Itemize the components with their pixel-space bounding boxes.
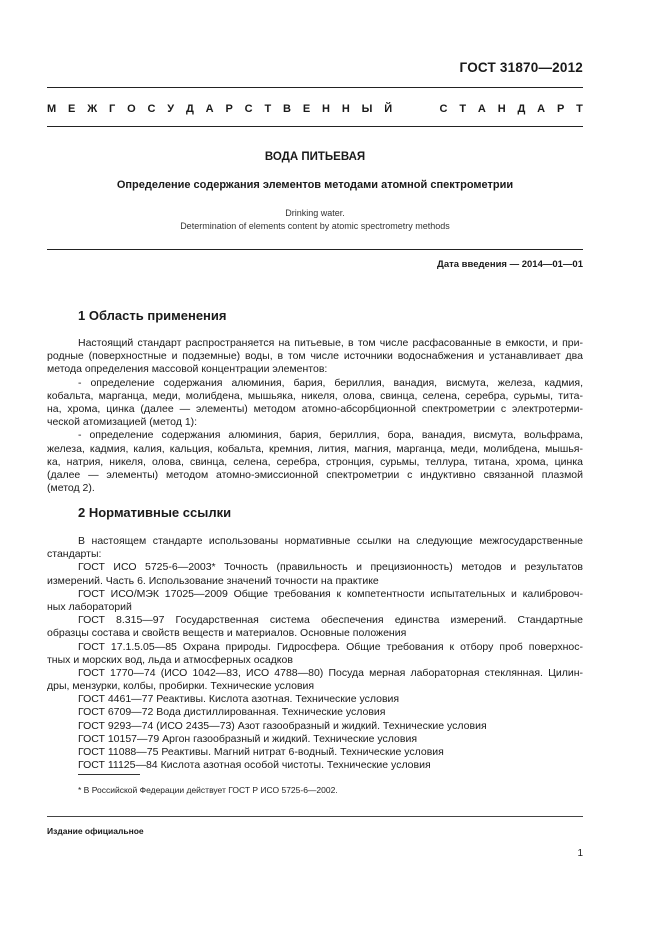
- reference-line: измерений. Часть 6. Использование значений точности на практике: [47, 574, 379, 587]
- text-line: - определение содержания алюминия, бария, бериллия, бора, ванадия, висмута, вольфрама,: [78, 429, 583, 442]
- text-line: железа, кадмия, калия, кальция, кобальта, кремния, лития, магния, марганца, меди, молибдена, мышья-: [47, 442, 583, 455]
- reference-line: ГОСТ 11125—84 Кислота азотная особой чистоты. Технические условия: [78, 759, 431, 772]
- english-title-line-1: Drinking water.: [285, 208, 345, 218]
- banner-letter: Й: [384, 103, 393, 115]
- footnote: * В Российской Федерации действует ГОСТ Р ИСО 5725-6—2002.: [78, 785, 338, 795]
- reference-line: ГОСТ 4461—77 Реактивы. Кислота азотная. Технические условия: [78, 693, 400, 706]
- reference-line: тных и морских вод, льда и атмосферных осадков: [47, 653, 293, 666]
- banner-letter: Т: [459, 103, 467, 115]
- reference-line: ГОСТ 6709—72 Вода дистиллированная. Технические условия: [78, 706, 386, 719]
- banner-letter: Е: [302, 103, 311, 115]
- reference-line: ГОСТ 11088—75 Реактивы. Магний нитрат 6-водный. Технические условия: [78, 746, 444, 758]
- banner-letter: Р: [556, 103, 565, 115]
- banner-letter: Г: [109, 103, 116, 115]
- banner-letter: У: [167, 103, 175, 115]
- text-line: стандарты:: [47, 548, 102, 561]
- banner-letter: Д: [517, 103, 526, 115]
- text-line: ка, натрия, никеля, олова, свинца, селена, серебра, стронция, сурьмы, теллура, титана, хрома, цинка: [47, 455, 583, 468]
- reference-line: ГОСТ 8.315—97 Государственная система обеспечения единства измерений. Стандартные: [78, 614, 583, 627]
- banner-letter: Е: [68, 103, 76, 115]
- banner-letter: А: [537, 103, 546, 115]
- text-line: родные (поверхностные и подземные) воды, в том числе источники водоснабжения и устанавливает два: [47, 350, 583, 363]
- english-title-line-2: Determination of elements content by atomic spectrometry methods: [180, 221, 450, 231]
- section-2-body: [47, 535, 583, 772]
- banner-letter: Ж: [87, 103, 98, 115]
- reference-line: образцы состава и свойств веществ и материалов. Основные положения: [47, 627, 407, 640]
- header-rule-bottom: [47, 126, 583, 127]
- reference-line: ГОСТ ИСО/МЭК 17025—2009 Общие требования к компетентности испытательных и калибровоч-: [78, 587, 583, 600]
- interstate-standard-banner: [47, 103, 583, 115]
- title-rule: [47, 249, 583, 250]
- banner-letter: М: [47, 103, 57, 115]
- reference-line: ГОСТ 10157—79 Аргон газообразный и жидкий. Технические условия: [78, 732, 418, 745]
- reference-line: ных лабораторий: [47, 600, 132, 613]
- text-line: ческой атомизацией (метод 1):: [47, 416, 198, 429]
- banner-letter: Д: [185, 103, 194, 115]
- introduction-date: Дата введения — 2014—01—01: [437, 259, 583, 270]
- reference-line: ГОСТ 17.1.5.05—85 Охрана природы. Гидросфера. Общие требования к отбору проб поверхнос-: [78, 640, 583, 653]
- official-edition-label: Издание официальное: [47, 826, 144, 836]
- text-line: - определение содержания алюминия, бария, бериллия, ванадия, висмута, железа, кадмия,: [78, 376, 583, 389]
- banner-letter: Н: [341, 103, 350, 115]
- reference-line: дры, мензурки, колбы, пробирки. Технические условия: [47, 680, 315, 693]
- section-2-heading: 2 Нормативные ссылки: [78, 505, 232, 520]
- text-line: (метод 2).: [47, 482, 95, 495]
- banner-letter: Т: [264, 103, 272, 115]
- text-line: на, хрома, цинка (далее — элементы) методом атомно-абсорбционной спектрометрии с электротерми-: [47, 402, 583, 415]
- banner-letter: Т: [576, 103, 583, 115]
- banner-letter: С: [244, 103, 253, 115]
- banner-letter: В: [283, 103, 291, 115]
- banner-letter: С: [439, 103, 448, 115]
- page-number: 1: [577, 848, 583, 859]
- reference-line: ГОСТ ИСО 5725-6—2003* Точность (правильность и прецизионность) методов и результатов: [78, 561, 583, 574]
- reference-line: ГОСТ 1770—74 (ИСО 1042—83, ИСО 4788—80) Посуда мерная лабораторная стеклянная. Цилин-: [78, 666, 583, 679]
- document-subtitle: Определение содержания элементов методами атомной спектрометрии: [116, 179, 514, 191]
- banner-letter: Р: [225, 103, 233, 115]
- text-line: (далее — элементы) методом атомно-эмиссионной спектрометрии с индуктивно связанной плазмой: [47, 468, 583, 481]
- text-line: кобальта, марганца, меди, молибдена, мышьяка, никеля, олова, свинца, селена, серебра, сурьмы, тита-: [47, 389, 583, 402]
- footnote-rule: [78, 774, 140, 775]
- section-1-heading: 1 Область применения: [78, 308, 227, 323]
- banner-letter: А: [205, 103, 214, 115]
- banner-letter: Н: [322, 103, 330, 115]
- text-line: метода определения массовой концентрации элементов:: [47, 363, 328, 376]
- banner-letter: Н: [497, 103, 506, 115]
- standard-code: ГОСТ 31870—2012: [459, 60, 583, 75]
- reference-line: ГОСТ 9293—74 (ИСО 2435—73) Азот газообразный и жидкий. Технические условия: [78, 719, 487, 732]
- document-title: ВОДА ПИТЬЕВАЯ: [264, 151, 366, 163]
- banner-letter: О: [127, 103, 136, 115]
- banner-letter: А: [477, 103, 486, 115]
- footer-rule: [47, 816, 583, 817]
- text-line: В настоящем стандарте использованы нормативные ссылки на следующие межгосударственные: [78, 535, 583, 547]
- header-rule-top: [47, 87, 583, 88]
- banner-letter: Ы: [361, 103, 373, 115]
- banner-letter: С: [147, 103, 156, 115]
- text-line: Настоящий стандарт распространяется на питьевые, в том числе расфасованные в емкости, и при-: [78, 337, 583, 349]
- section-1-body: [47, 337, 583, 495]
